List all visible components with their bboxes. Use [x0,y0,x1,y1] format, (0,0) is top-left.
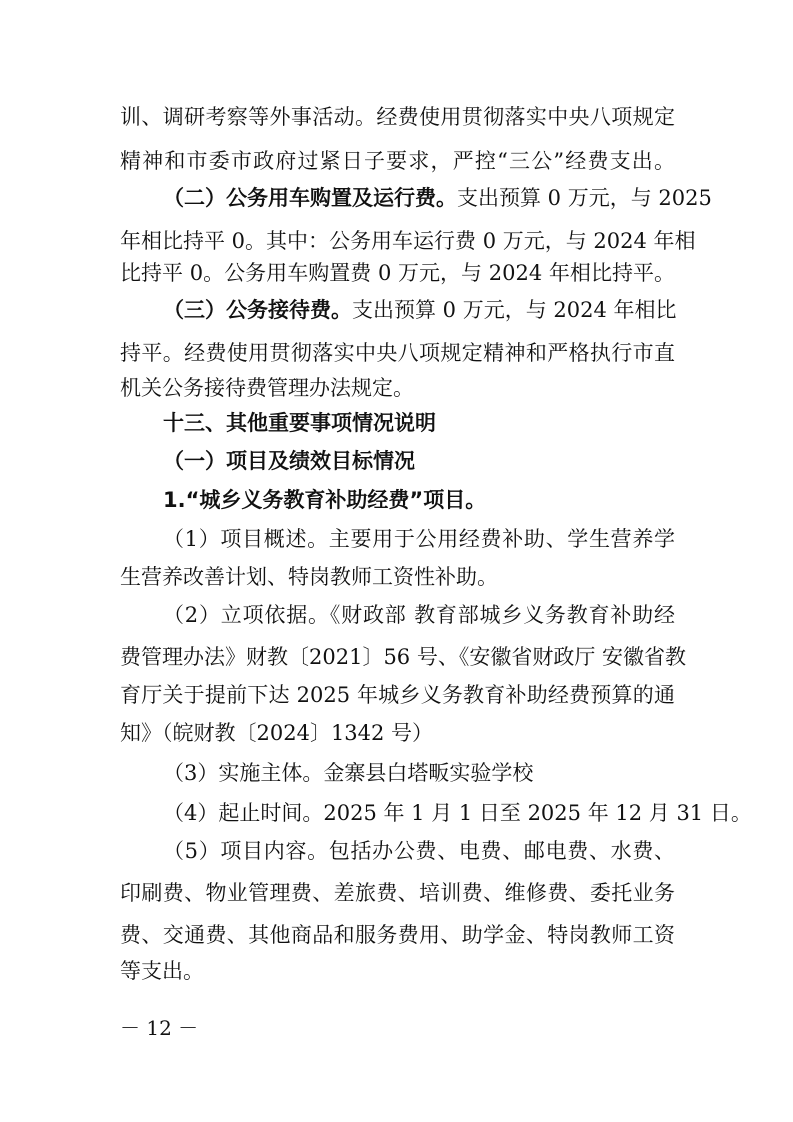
paragraph-line: 年相比持平 0。其中：公务用车运行费 0 万元，与 2024 年相 [120,229,696,253]
section-heading-line [163,300,675,321]
paragraph-line: 知》（皖财教〔2024〕1342 号） [120,721,434,745]
paragraph-line: 费、交通费、其他商品和服务费用、助学金、特岗教师工资 [120,923,675,947]
paragraph-line: 等支出。 [120,959,204,983]
paragraph-line: 生营养改善计划、特岗教师工资性补助。 [120,565,498,589]
paragraph-line: （4）起止时间。2025 年 1 月 1 日至 2025 年 12 月 31 日。 [163,801,752,825]
paragraph-line: 机关公务接待费管理办法规定。 [120,376,414,400]
paragraph-line: 比持平 0。公务用车购置费 0 万元，与 2024 年相比持平。 [120,261,675,285]
paragraph-line: （3）实施主体。金寨县白塔畈实验学校 [163,761,534,785]
paragraph-line: （1）项目概述。主要用于公用经费补助、学生营养学 [163,527,675,551]
section-heading-line [163,186,712,210]
item-heading: 1.“城乡义务教育补助经费”项目。 [163,488,487,512]
paragraph-text: 支出预算 0 万元，与 2024 年相比 [352,298,677,322]
section-heading: （二）公务用车购置及运行费。 [163,186,457,210]
page-number: － 12 － [120,1016,199,1040]
paragraph-line: （2）立项依据。《财政部 教育部城乡义务教育补助经 [163,603,675,627]
paragraph-line: 精神和市委市政府过紧日子要求，严控“三公”经费支出。 [120,149,675,173]
paragraph-line: 费管理办法》财教〔2021〕56 号、《安徽省财政厅 安徽省教 [120,645,687,669]
section-heading: （三）公务接待费。 [163,298,352,322]
paragraph-line: 持平。经费使用贯彻落实中央八项规定精神和严格执行市直 [120,341,675,365]
section-heading: （一）项目及绩效目标情况 [163,449,415,473]
paragraph-text: 支出预算 0 万元，与 2025 [457,186,712,210]
paragraph-line: （5）项目内容。包括办公费、电费、邮电费、水费、 [163,839,675,863]
paragraph-line: 印刷费、物业管理费、差旅费、培训费、维修费、委托业务 [120,881,675,905]
paragraph-line: 训、调研考察等外事活动。经费使用贯彻落实中央八项规定 [120,105,675,129]
chapter-heading: 十三、其他重要事项情况说明 [163,411,436,435]
paragraph-line: 育厅关于提前下达 2025 年城乡义务教育补助经费预算的通 [120,683,675,707]
